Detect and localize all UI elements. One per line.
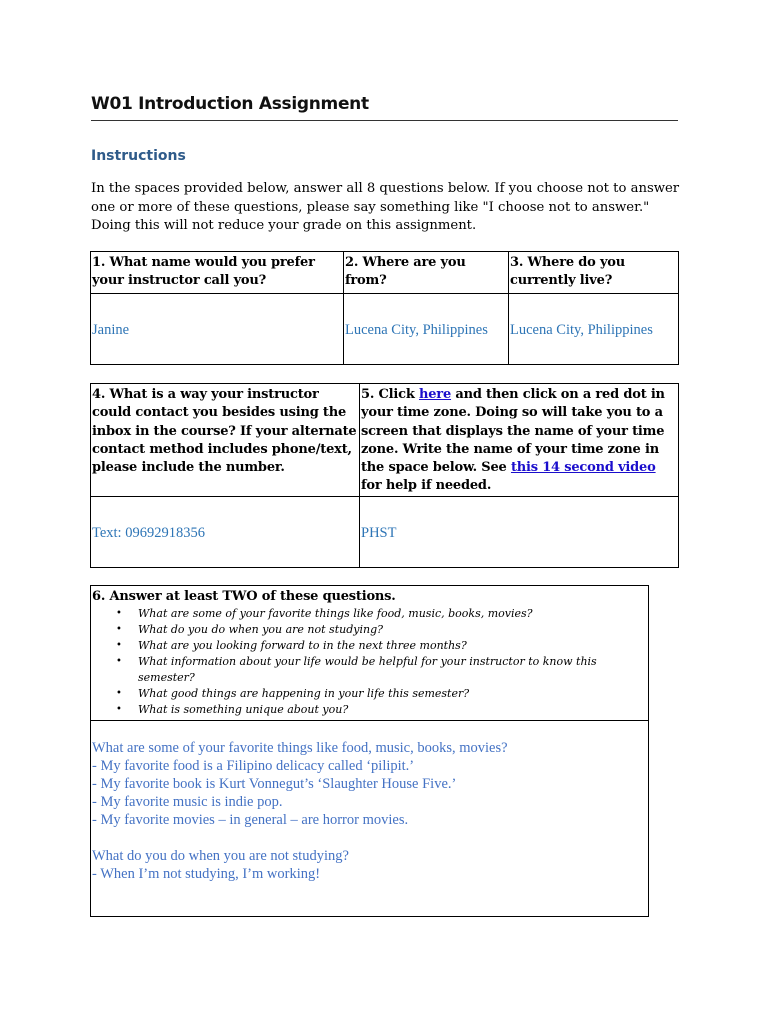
- question-5-text-a: 5. Click: [361, 387, 419, 402]
- bullet-item: [116, 622, 647, 638]
- bullet-text: What good things are happening in your life this semester?: [138, 687, 470, 701]
- bullet-text: What are some of your favorite things like food, music, books, movies?: [138, 607, 533, 621]
- answer-6-line: - My favorite book is Kurt Vonnegut’s ‘Slaughter House Five.’: [92, 776, 457, 792]
- questions-1-3-table: [90, 251, 679, 365]
- answer-6-line: What are some of your favorite things like food, music, books, movies?: [92, 740, 508, 756]
- bullet-icon: •: [116, 624, 122, 636]
- bullet-item: [116, 606, 647, 622]
- bullet-text: What are you looking forward to in the next three months?: [138, 639, 467, 653]
- question-1: 1. What name would you prefer your instructor call you?: [91, 252, 344, 294]
- question-2: 2. Where are you from?: [344, 252, 509, 294]
- here-link[interactable]: here: [418, 387, 452, 402]
- question-6-cell: [91, 586, 649, 721]
- bullet-icon: •: [116, 608, 122, 620]
- answer-2-field[interactable]: Lucena City, Philippines: [344, 294, 509, 365]
- bullet-text: What is something unique about you?: [138, 703, 349, 717]
- bullet-text: What information about your life would be helpful for your instructor to know this semester?: [138, 655, 597, 685]
- questions-4-5-table: [90, 383, 679, 568]
- answer-4-field[interactable]: Text: 09692918356: [91, 497, 360, 568]
- question-6-bullet-list: [92, 606, 647, 718]
- bullet-icon: •: [116, 640, 122, 652]
- answer-6-line: - My favorite movies – in general – are horror movies.: [92, 812, 409, 828]
- bullet-item: [116, 686, 647, 702]
- question-6-table: [90, 585, 649, 917]
- answer-6-line: - When I’m not studying, I’m working!: [92, 866, 321, 882]
- title-divider: [91, 120, 678, 121]
- question-5-text-c: for help if needed.: [361, 478, 492, 494]
- answer-6-blank-line: [92, 829, 647, 847]
- bullet-text: What do you do when you are not studying?: [138, 623, 384, 637]
- answer-3-field[interactable]: Lucena City, Philippines: [509, 294, 679, 365]
- question-3: 3. Where do you currently live?: [509, 252, 679, 294]
- bullet-item: [116, 654, 647, 686]
- answer-6-line: - My favorite food is a Filipino delicacy called ‘pilipit.’: [92, 758, 415, 774]
- answer-5-field[interactable]: PHST: [360, 497, 679, 568]
- instructions-heading: Instructions: [91, 148, 186, 164]
- question-6: 6. Answer at least TWO of these questions.: [92, 589, 396, 604]
- bullet-item: [116, 638, 647, 654]
- answer-6-line: What do you do when you are not studying?: [92, 848, 349, 864]
- bullet-icon: •: [116, 656, 122, 668]
- answer-6-line: - My favorite music is indie pop.: [92, 794, 283, 810]
- bullet-icon: •: [116, 704, 122, 716]
- bullet-icon: •: [116, 688, 122, 700]
- bullet-item: [116, 702, 647, 718]
- answer-1-field[interactable]: Janine: [91, 294, 344, 365]
- instructions-text: In the spaces provided below, answer all 8 questions below. If you choose not to answer one or more of these questions, please say something like "I choose not to answer." Doing this will not reduce your grade on this assignment.: [91, 181, 680, 233]
- question-5-text-b: and then click on a red dot in your time zone. Doing so will take you to a screen that displays the name of your time zone. Write the name of your time zone in the space below. See: [361, 387, 665, 476]
- document-title: W01 Introduction Assignment: [91, 94, 369, 114]
- video-link[interactable]: this 14 second video: [510, 460, 656, 476]
- question-5: [360, 384, 679, 497]
- question-4: 4. What is a way your instructor could contact you besides using the inbox in the course? If your alternate contact method includes phone/text, please include the number.: [91, 384, 360, 497]
- answer-6-field[interactable]: [91, 721, 649, 917]
